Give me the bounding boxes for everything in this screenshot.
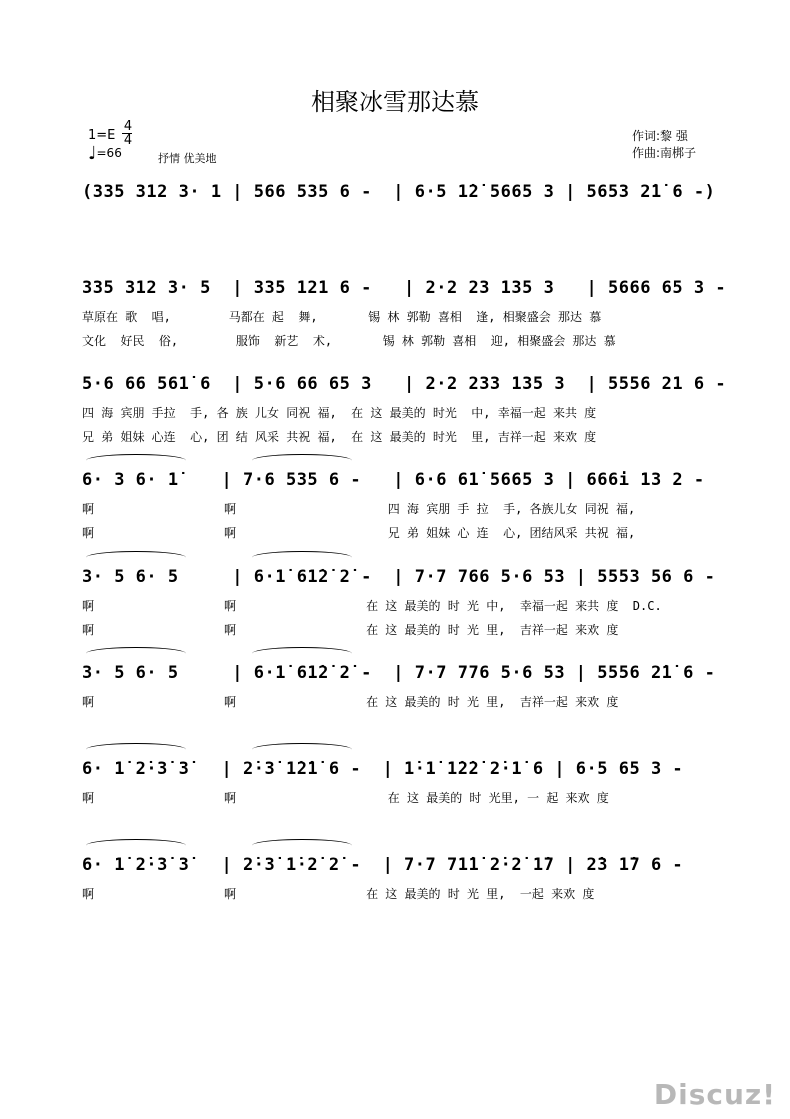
lyric-line: 啊 啊 四 海 宾朋 手 拉 手, 各族儿女 同祝 福, [82,502,636,516]
lyric-line: 啊 啊 在 这 最美的 时 光 里, 吉祥一起 来欢 度 [82,695,619,709]
credits [632,128,696,162]
slur-mark [252,839,352,852]
lyric-line: 啊 啊 在 这 最美的 时 光 里, 吉祥一起 来欢 度 [82,623,619,637]
lyric-line: 啊 啊 在 这 最美的 时 光 里, 一起 来欢 度 [82,887,595,901]
lyric-line: 四 海 宾朋 手拉 手, 各 族 儿女 同祝 福, 在 这 最美的 时光 中, 幸福一起 来共 度 [82,406,597,420]
notation-line: 3· 5 6· 5 | 6·1̇ 61̇2̇ 2̇ - | 7·7 776 5·6 53 | 5556 2̇1̇ 6 - [82,663,716,683]
slur-mark [252,454,352,467]
lyricist: 作词:黎 强 [632,129,688,143]
time-signature-bottom: 4 [123,133,133,148]
lyric-line: 啊 啊 兄 弟 姐妹 心 连 心, 团结风采 共祝 福, [82,526,636,540]
slur-mark [86,839,186,852]
slur-mark [252,551,352,564]
song-title: 相聚冰雪那达慕 [311,88,479,116]
key-signature: 1=E [88,128,116,143]
notation-line: 3· 5 6· 5 | 6·1̇ 61̇2̇ 2̇ - | 7·7 766 5·6 53 | 5553 56 6 - [82,567,716,587]
slur-mark [86,743,186,756]
notation-line: (335 312 3· 1 | 566 535 6 - | 6·5 1̇2̇ 5665 3 | 5653 2̇1̇ 6 -) [82,182,716,202]
slur-mark [86,647,186,660]
tempo-marking [88,143,122,164]
notation-line: 6· 1̇ 2̇·3̇ 3̇ | 2̇·3̇ 1̇2̇1̇ 6 - | 1̇·1̇ 1̇2̇2̇ 2̇·1̇ 6 | 6·5 65 3 - [82,759,684,779]
watermark-logo: Discuz! [653,1078,776,1111]
slur-mark [86,551,186,564]
slur-mark [86,454,186,467]
notation-line: 5·6 66 561̇ 6 | 5·6 66 65 3 | 2·2 233 135 3 | 5556 21 6 - [82,374,727,394]
lyric-line: 啊 啊 在 这 最美的 时 光里, 一 起 来欢 度 [82,791,609,805]
composer: 作曲:南梆子 [632,146,697,160]
notation-line: 335 312 3· 5 | 335 121 6 - | 2·2 23 135 3 | 5666 65 3 - [82,278,727,298]
notation-line: 6· 3 6· 1̇ | 7·6 535 6 - | 6·6 61̇ 5665 3 | 666i 13 2 - [82,470,705,490]
slur-mark [252,743,352,756]
lyric-line: 文化 好民 俗, 服饰 新艺 术, 锡 林 郭勒 喜相 迎, 相聚盛会 那达 慕 [82,334,616,348]
lyric-line: 啊 啊 在 这 最美的 时 光 中, 幸福一起 来共 度 D.C. [82,599,662,613]
notation-line: 6· 1̇ 2̇·3̇ 3̇ | 2̇·3̇ 1̇·2̇ 2̇ - | 7·7 71̇1̇ 2̇·2̇ 1̇7 | 2̇3 1̇7 6 - [82,855,684,875]
tempo-value: =66 [96,146,122,160]
lyric-line: 草原在 歌 唱, 马都在 起 舞, 锡 林 郭勒 喜相 逢, 相聚盛会 那达 慕 [82,310,602,324]
quarter-note-icon: ♩ [88,143,97,164]
lyric-line: 兄 弟 姐妹 心连 心, 团 结 风采 共祝 福, 在 这 最美的 时光 里, 吉祥一起 来欢 度 [82,430,597,444]
time-signature-top: 4 [123,119,133,134]
slur-mark [252,647,352,660]
time-signature [122,120,134,147]
expression-marking: 抒情 优美地 [158,152,217,165]
